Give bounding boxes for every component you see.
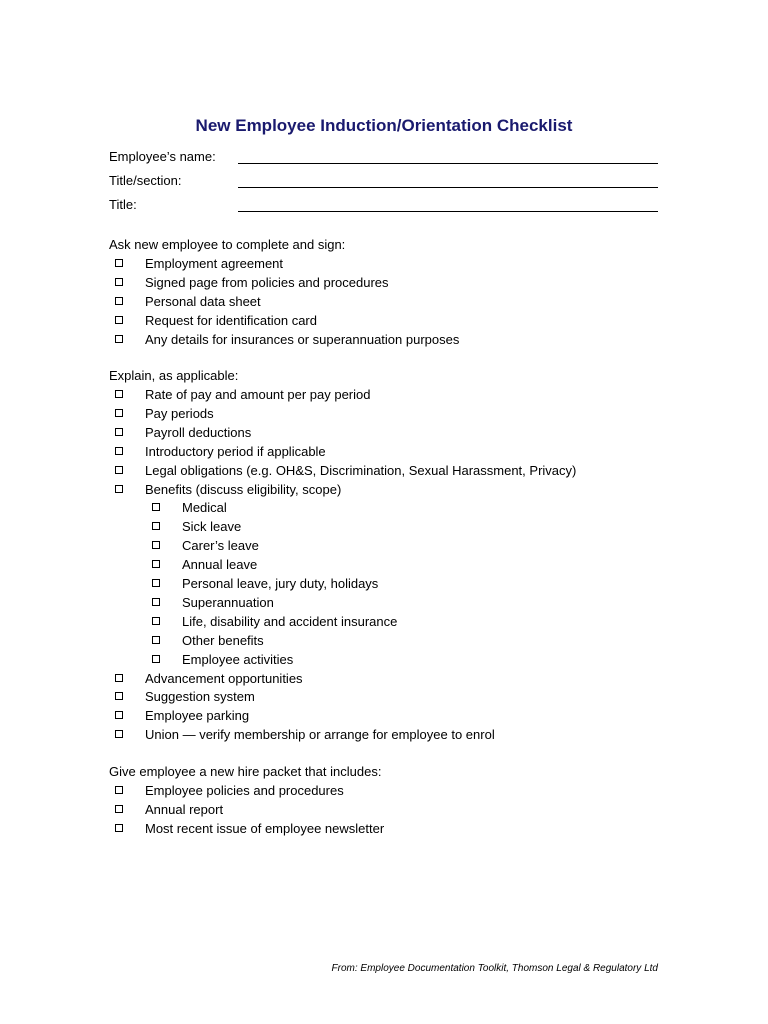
checklist-item-label: Sick leave <box>182 519 242 535</box>
checkbox[interactable] <box>115 485 123 493</box>
title-line <box>238 211 658 212</box>
checklist-item-label: Employment agreement <box>145 256 284 271</box>
employee-name-field <box>109 149 658 169</box>
checkbox[interactable] <box>115 466 123 474</box>
checklist-item-label: Annual leave <box>182 557 258 573</box>
checkbox[interactable] <box>152 617 160 625</box>
checklist-item-label: Introductory period if applicable <box>145 443 326 459</box>
checkbox[interactable] <box>115 316 123 324</box>
checklist-item-label: Payroll deductions <box>145 424 252 440</box>
checkbox[interactable] <box>115 297 123 305</box>
checklist-item-label: Any details for insurances or superannuation purposes <box>145 331 460 347</box>
checkbox[interactable] <box>115 447 123 455</box>
checkbox[interactable] <box>115 824 123 832</box>
checklist-item-label: Personal data sheet <box>145 293 261 309</box>
checkbox[interactable] <box>152 503 160 511</box>
title-section-field <box>109 173 658 193</box>
title-section-line <box>238 187 658 188</box>
checkbox[interactable] <box>152 560 160 568</box>
checklist-item-label: Union — verify membership or arrange for employee to enrol <box>145 727 495 743</box>
checklist-item-label: Medical <box>182 500 227 516</box>
checkbox[interactable] <box>115 259 123 267</box>
checklist-item-label: Other benefits <box>182 632 264 648</box>
checklist-item-label: Rate of pay and amount per pay period <box>145 387 371 402</box>
employee-name-label: Employee’s name: <box>109 149 216 164</box>
section-heading: Ask new employee to complete and sign: <box>109 237 346 252</box>
checklist-item-label: Advancement opportunities <box>145 670 303 686</box>
checklist-item-label: Personal leave, jury duty, holidays <box>182 576 379 591</box>
checkbox[interactable] <box>115 428 123 436</box>
checklist-item-label: Request for identification card <box>145 312 317 328</box>
checkbox[interactable] <box>115 674 123 682</box>
checkbox[interactable] <box>115 409 123 417</box>
checkbox[interactable] <box>152 655 160 663</box>
checklist-item-label: Employee activities <box>182 651 294 667</box>
checklist-item-label: Annual report <box>145 801 224 817</box>
checklist-item-label: Employee policies and procedures <box>145 783 344 798</box>
checklist-item-label: Legal obligations (e.g. OH&S, Discrimination, Sexual Harassment, Privacy) <box>145 462 577 478</box>
title-field <box>109 197 658 217</box>
checkbox[interactable] <box>115 786 123 794</box>
page-title: New Employee Induction/Orientation Checklist <box>195 116 573 135</box>
checkbox[interactable] <box>115 730 123 738</box>
title-section-label: Title/section: <box>109 173 182 188</box>
section-heading: Explain, as applicable: <box>109 368 239 383</box>
checkbox[interactable] <box>152 541 160 549</box>
section-heading: Give employee a new hire packet that includes: <box>109 764 382 779</box>
checklist-item-label: Suggestion system <box>145 689 255 705</box>
checklist-item-label: Life, disability and accident insurance <box>182 613 398 629</box>
checkbox[interactable] <box>115 692 123 700</box>
checkbox[interactable] <box>115 805 123 813</box>
checklist-item-label: Benefits (discuss eligibility, scope) <box>145 481 342 497</box>
checklist-item-label: Carer’s leave <box>182 538 259 554</box>
checklist-item-label: Signed page from policies and procedures <box>145 274 389 290</box>
checkbox[interactable] <box>115 335 123 343</box>
checkbox[interactable] <box>152 579 160 587</box>
checklist-item-label: Pay periods <box>145 405 214 421</box>
employee-name-line <box>238 163 658 164</box>
checklist-item-label: Most recent issue of employee newsletter <box>145 820 385 836</box>
checkbox[interactable] <box>115 711 123 719</box>
checkbox[interactable] <box>115 278 123 286</box>
title-label: Title: <box>109 197 137 212</box>
checkbox[interactable] <box>115 390 123 398</box>
checkbox[interactable] <box>152 598 160 606</box>
checkbox[interactable] <box>152 522 160 530</box>
checklist-item-label: Employee parking <box>145 708 250 724</box>
source-footer: From: Employee Documentation Toolkit, Thomson Legal & Regulatory Ltd <box>331 963 658 974</box>
checklist-item-label: Superannuation <box>182 594 274 610</box>
checkbox[interactable] <box>152 636 160 644</box>
